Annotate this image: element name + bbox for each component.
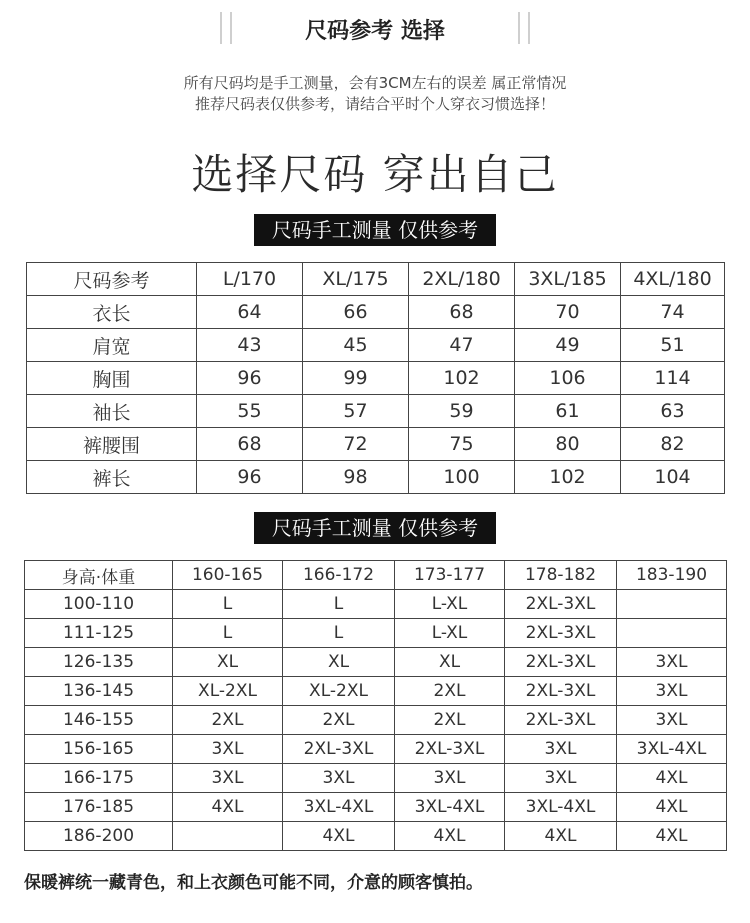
size-table-header-cell: 2XL/180 [409,263,515,296]
recommend-table-row-label: 176-185 [25,793,173,822]
size-section-banner: 尺码手工测量 仅供参考 [254,214,496,246]
recommend-table-cell: 3XL [505,764,617,793]
recommend-table-cell: 2XL-3XL [395,735,505,764]
size-table-cell: 98 [303,461,409,494]
size-table [26,262,725,494]
size-table-cell: 64 [197,296,303,329]
size-table-header-cell: L/170 [197,263,303,296]
recommend-table-cell: 4XL [395,822,505,851]
recommend-table-row [25,648,727,677]
size-table-cell: 43 [197,329,303,362]
main-heading: 选择尺码 穿出自己 [191,150,559,199]
size-table-cell: 57 [303,395,409,428]
recommend-table-cell: 4XL [283,822,395,851]
size-table-cell: 99 [303,362,409,395]
size-table-header-cell: 尺码参考 [27,263,197,296]
size-table-cell: 47 [409,329,515,362]
recommend-table-cell: 4XL [617,764,727,793]
recommend-table [24,560,727,851]
recommend-table-header-cell: 173-177 [395,561,505,590]
size-table-cell: 114 [621,362,725,395]
size-table-cell: 66 [303,296,409,329]
size-table-cell: 75 [409,428,515,461]
size-table-cell: 96 [197,362,303,395]
recommend-table-cell: 2XL [283,706,395,735]
recommend-table-cell: 4XL [505,822,617,851]
recommend-table-row-label: 136-145 [25,677,173,706]
recommend-table-cell: L-XL [395,619,505,648]
recommend-table-cell: 3XL [617,648,727,677]
recommend-table-cell: L [173,590,283,619]
size-table-cell: 74 [621,296,725,329]
recommend-table-row-label: 126-135 [25,648,173,677]
size-table-cell: 61 [515,395,621,428]
recommend-table-cell: 2XL-3XL [505,706,617,735]
recommend-section-banner: 尺码手工测量 仅供参考 [254,512,496,544]
size-table-row [27,395,725,428]
size-table-row [27,362,725,395]
recommend-table-cell: 4XL [173,793,283,822]
recommend-table-cell: XL [395,648,505,677]
size-table-cell: 102 [515,461,621,494]
recommend-table-row [25,619,727,648]
recommend-table-cell: 2XL [395,706,505,735]
recommend-table-cell: L [283,590,395,619]
size-table-cell: 100 [409,461,515,494]
recommend-table-row [25,706,727,735]
recommend-table-cell: L [283,619,395,648]
recommend-table-cell: 3XL-4XL [395,793,505,822]
size-table-row-label: 裤长 [27,461,197,494]
footer-note: 保暖裤统一藏青色，和上衣颜色可能不同，介意的顾客慎拍。 [24,873,483,893]
recommend-table-cell: 2XL-3XL [505,677,617,706]
recommend-table-cell: 3XL [617,677,727,706]
recommend-table-row-label: 156-165 [25,735,173,764]
size-table-header-row [27,263,725,296]
recommend-table-header-row [25,561,727,590]
recommend-table-cell: 3XL-4XL [617,735,727,764]
recommend-table-cell: 3XL [617,706,727,735]
size-table-cell: 102 [409,362,515,395]
recommend-table-cell: 2XL [173,706,283,735]
recommend-table-row-label: 146-155 [25,706,173,735]
size-table-cell: 55 [197,395,303,428]
recommend-table-cell: 4XL [617,822,727,851]
size-table-row-label: 肩宽 [27,329,197,362]
recommend-table-cell: XL-2XL [283,677,395,706]
recommend-table-row [25,793,727,822]
recommend-table-row-label: 166-175 [25,764,173,793]
recommend-table-row [25,677,727,706]
page-title: 尺码参考 选择 [305,19,445,44]
size-table-cell: 82 [621,428,725,461]
recommend-table-cell: XL [283,648,395,677]
recommend-table-cell [617,590,727,619]
recommend-table-cell: L-XL [395,590,505,619]
size-table-row [27,329,725,362]
size-table-cell: 63 [621,395,725,428]
recommend-table-header-cell: 166-172 [283,561,395,590]
size-table-row [27,428,725,461]
size-table-row-label: 胸围 [27,362,197,395]
recommend-table-row-label: 100-110 [25,590,173,619]
size-table-cell: 80 [515,428,621,461]
notice-line-2: 推荐尺码表仅供参考，请结合平时个人穿衣习惯选择！ [194,95,555,113]
recommend-table-cell: 3XL [173,764,283,793]
size-table-header-cell: 4XL/180 [621,263,725,296]
recommend-table-row [25,764,727,793]
size-table-header-cell: 3XL/185 [515,263,621,296]
recommend-table-header-cell: 身高·体重 [25,561,173,590]
size-table-row-label: 衣长 [27,296,197,329]
recommend-table-cell: L [173,619,283,648]
recommend-table-row [25,590,727,619]
recommend-table-cell: 3XL [283,764,395,793]
size-table-row [27,461,725,494]
recommend-table-cell: XL-2XL [173,677,283,706]
recommend-table-cell [617,619,727,648]
recommend-table-header-cell: 183-190 [617,561,727,590]
recommend-table-cell: 4XL [617,793,727,822]
recommend-table-header-cell: 160-165 [173,561,283,590]
size-table-cell: 106 [515,362,621,395]
recommend-table-row-label: 186-200 [25,822,173,851]
notice-line-1: 所有尺码均是手工测量，会有3CM左右的误差 属正常情况 [183,74,567,92]
recommend-table-cell: 3XL-4XL [505,793,617,822]
recommend-table-cell: 3XL [395,764,505,793]
recommend-table-cell [173,822,283,851]
recommend-table-cell: 2XL-3XL [505,648,617,677]
size-table-cell: 51 [621,329,725,362]
recommend-table-row-label: 111-125 [25,619,173,648]
recommend-table-cell: XL [173,648,283,677]
size-table-cell: 70 [515,296,621,329]
recommend-table-row [25,735,727,764]
recommend-table-cell: 3XL [173,735,283,764]
size-table-row-label: 裤腰围 [27,428,197,461]
recommend-table-row [25,822,727,851]
size-table-row [27,296,725,329]
size-table-cell: 68 [409,296,515,329]
size-table-row-label: 袖长 [27,395,197,428]
recommend-table-cell: 3XL-4XL [283,793,395,822]
size-table-cell: 96 [197,461,303,494]
size-table-cell: 45 [303,329,409,362]
recommend-table-cell: 2XL-3XL [505,590,617,619]
recommend-table-cell: 2XL [395,677,505,706]
size-table-cell: 49 [515,329,621,362]
recommend-table-header-cell: 178-182 [505,561,617,590]
recommend-table-cell: 2XL-3XL [283,735,395,764]
recommend-table-cell: 2XL-3XL [505,619,617,648]
size-table-cell: 68 [197,428,303,461]
size-table-cell: 104 [621,461,725,494]
size-table-header-cell: XL/175 [303,263,409,296]
recommend-table-cell: 3XL [505,735,617,764]
size-table-cell: 72 [303,428,409,461]
size-table-cell: 59 [409,395,515,428]
